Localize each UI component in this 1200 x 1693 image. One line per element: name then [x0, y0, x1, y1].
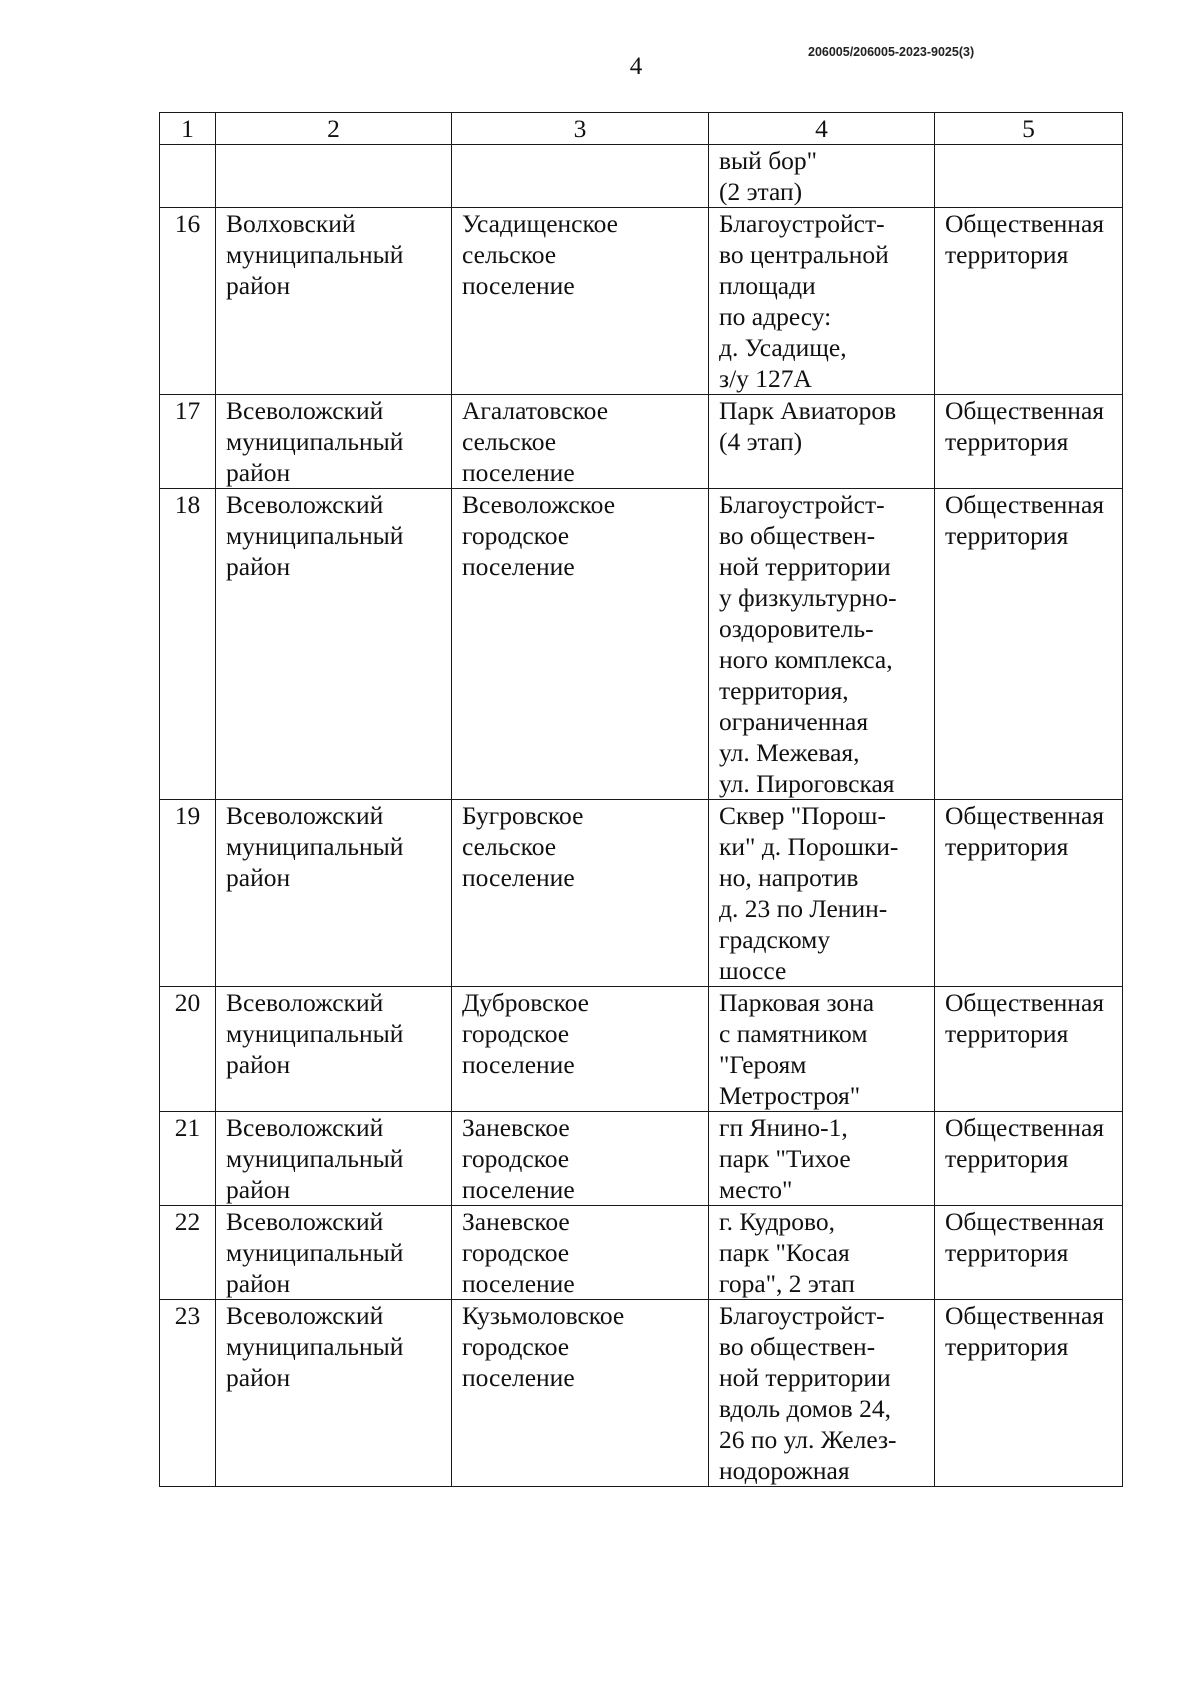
cell-line: у физкультурно- — [719, 583, 897, 612]
cell-line: территория — [945, 1144, 1069, 1173]
cell-line: гора", 2 этап — [719, 1269, 855, 1298]
column-header-2: 2 — [216, 113, 452, 145]
cell-line: территория — [945, 1019, 1069, 1048]
cell-line: Всеволожское — [462, 490, 616, 519]
cell-line: с памятником — [719, 1019, 868, 1048]
district-cell — [216, 489, 452, 800]
row-number-cell: 17 — [160, 395, 216, 489]
cell-line: во центральной — [719, 240, 889, 269]
cell-line: ного комплекса, — [719, 645, 893, 674]
cell-line: территория — [945, 427, 1069, 456]
cell-line: д. Усадище, — [719, 333, 847, 362]
cell-line: парк "Тихое — [719, 1144, 851, 1173]
object-cell — [709, 1300, 935, 1487]
cell-line: поселение — [462, 271, 575, 300]
row-number-cell: 22 — [160, 1206, 216, 1300]
cell-line: "Героям — [719, 1050, 807, 1079]
district-cell — [216, 987, 452, 1112]
cell-line: Общественная — [945, 1113, 1104, 1142]
cell-line: ул. Межевая, — [719, 738, 860, 767]
object-cell — [709, 987, 935, 1112]
cell-line: Метростроя" — [719, 1081, 861, 1110]
cell-line: Агалатовское — [462, 396, 609, 425]
continuation-object-cell — [709, 145, 935, 208]
district-cell — [216, 1300, 452, 1487]
object-cell — [709, 489, 935, 800]
cell-line: поселение — [462, 1363, 575, 1392]
cell-line: район — [226, 1269, 291, 1298]
continuation-settlement-cell — [452, 145, 709, 208]
cell-line: вый бор" — [719, 146, 818, 175]
cell-line: (2 этап) — [719, 177, 803, 206]
document-id: 206005/206005-2023-9025(3) — [808, 45, 975, 59]
district-cell — [216, 800, 452, 987]
cell-line: ограниченная — [719, 707, 869, 736]
cell-line: площади — [719, 271, 816, 300]
object-cell — [709, 1206, 935, 1300]
cell-line: Всеволожский — [226, 1113, 384, 1142]
cell-line: Всеволожский — [226, 396, 384, 425]
cell-line: во обществен- — [719, 1332, 876, 1361]
cell-line: 26 по ул. Желез- — [719, 1425, 897, 1454]
cell-line: поселение — [462, 863, 575, 892]
header-row — [160, 113, 1123, 145]
column-header-5: 5 — [935, 113, 1123, 145]
cell-line: оздоровитель- — [719, 614, 874, 643]
table-body — [160, 145, 1123, 1487]
table-row — [160, 1206, 1123, 1300]
table-row — [160, 395, 1123, 489]
table-row — [160, 800, 1123, 987]
cell-line: место" — [719, 1175, 793, 1204]
cell-line: Парковая зона — [719, 988, 875, 1017]
cell-line: Общественная — [945, 396, 1104, 425]
cell-line: Волховский — [226, 209, 356, 238]
cell-line: Всеволожский — [226, 988, 384, 1017]
table-row — [160, 1300, 1123, 1487]
cell-line: муниципальный — [226, 521, 404, 550]
cell-line: городское — [462, 1144, 570, 1173]
cell-line: Бугровское — [462, 801, 584, 830]
object-cell — [709, 395, 935, 489]
cell-line: Кузьмоловское — [462, 1301, 625, 1330]
cell-line: район — [226, 863, 291, 892]
row-number-cell: 19 — [160, 800, 216, 987]
cell-line: ул. Пироговская — [719, 769, 895, 798]
cell-line: сельское — [462, 240, 557, 269]
settlement-cell — [452, 208, 709, 395]
settlement-cell — [452, 800, 709, 987]
column-header-1: 1 — [160, 113, 216, 145]
object-cell — [709, 208, 935, 395]
cell-line: нодорожная — [719, 1456, 850, 1485]
column-header-4: 4 — [709, 113, 935, 145]
cell-line: район — [226, 1175, 291, 1204]
cell-line: по адресу: — [719, 302, 832, 331]
cell-line: Благоустройст- — [719, 209, 885, 238]
cell-line: ки" д. Порошки- — [719, 832, 899, 861]
cell-line: Общественная — [945, 209, 1104, 238]
cell-line: Всеволожский — [226, 1301, 384, 1330]
cell-line: з/у 127А — [719, 364, 812, 393]
row-number-cell: 16 — [160, 208, 216, 395]
cell-line: территория, — [719, 676, 849, 705]
type-cell — [935, 800, 1123, 987]
cell-line: Общественная — [945, 1301, 1104, 1330]
row-number-cell: 18 — [160, 489, 216, 800]
table-row — [160, 489, 1123, 800]
cell-line: шоссе — [719, 956, 787, 985]
cell-line: муниципальный — [226, 427, 404, 456]
type-cell — [935, 1112, 1123, 1206]
cell-line: д. 23 по Ленин- — [719, 894, 888, 923]
cell-line: территория — [945, 832, 1069, 861]
settlement-cell — [452, 489, 709, 800]
cell-line: градскому — [719, 925, 831, 954]
cell-line: территория — [945, 1332, 1069, 1361]
cell-line: поселение — [462, 1175, 575, 1204]
district-cell — [216, 208, 452, 395]
cell-line: городское — [462, 521, 570, 550]
cell-line: ной территории — [719, 1363, 891, 1392]
cell-line: муниципальный — [226, 1238, 404, 1267]
cell-line: район — [226, 552, 291, 581]
type-cell — [935, 987, 1123, 1112]
cell-line: Заневское — [462, 1207, 570, 1236]
cell-line: (4 этап) — [719, 427, 803, 456]
cell-line: территория — [945, 240, 1069, 269]
type-cell — [935, 489, 1123, 800]
cell-line: территория — [945, 521, 1069, 550]
cell-line: район — [226, 1050, 291, 1079]
cell-line: поселение — [462, 1050, 575, 1079]
continuation-num-cell — [160, 145, 216, 208]
row-number-cell: 21 — [160, 1112, 216, 1206]
object-cell — [709, 1112, 935, 1206]
district-cell — [216, 395, 452, 489]
cell-line: поселение — [462, 458, 575, 487]
cell-line: муниципальный — [226, 1019, 404, 1048]
cell-line: муниципальный — [226, 1144, 404, 1173]
settlement-cell — [452, 395, 709, 489]
cell-line: Парк Авиаторов — [719, 396, 897, 425]
object-cell — [709, 800, 935, 987]
cell-line: Благоустройст- — [719, 1301, 885, 1330]
cell-line: сельское — [462, 427, 557, 456]
cell-line: городское — [462, 1238, 570, 1267]
settlement-cell — [452, 1206, 709, 1300]
continuation-type-cell — [935, 145, 1123, 208]
type-cell — [935, 208, 1123, 395]
cell-line: городское — [462, 1019, 570, 1048]
cell-line: Общественная — [945, 988, 1104, 1017]
settlement-cell — [452, 987, 709, 1112]
cell-line: Общественная — [945, 490, 1104, 519]
table-header — [160, 113, 1123, 145]
district-cell — [216, 1112, 452, 1206]
settlement-cell — [452, 1112, 709, 1206]
cell-line: вдоль домов 24, — [719, 1394, 891, 1423]
settlement-cell — [452, 1300, 709, 1487]
cell-line: Сквер "Порош- — [719, 801, 886, 830]
cell-line: муниципальный — [226, 1332, 404, 1361]
cell-line: Заневское — [462, 1113, 570, 1142]
cell-line: но, напротив — [719, 863, 859, 892]
table-row — [160, 208, 1123, 395]
page-number: 4 — [629, 53, 643, 80]
continuation-row — [160, 145, 1123, 208]
type-cell — [935, 1300, 1123, 1487]
cell-line: район — [226, 458, 291, 487]
cell-line: поселение — [462, 1269, 575, 1298]
row-number-cell: 20 — [160, 987, 216, 1112]
cell-line: Усадищенское — [462, 209, 618, 238]
cell-line: район — [226, 271, 291, 300]
cell-line: г. Кудрово, — [719, 1207, 836, 1236]
cell-line: Всеволожский — [226, 1207, 384, 1236]
cell-line: Всеволожский — [226, 801, 384, 830]
cell-line: муниципальный — [226, 832, 404, 861]
cell-line: сельское — [462, 832, 557, 861]
cell-line: поселение — [462, 552, 575, 581]
cell-line: парк "Косая — [719, 1238, 850, 1267]
district-cell — [216, 1206, 452, 1300]
cell-line: ной территории — [719, 552, 891, 581]
cell-line: во обществен- — [719, 521, 876, 550]
cell-line: муниципальный — [226, 240, 404, 269]
table-row — [160, 987, 1123, 1112]
type-cell — [935, 1206, 1123, 1300]
cell-line: Благоустройст- — [719, 490, 885, 519]
cell-line: район — [226, 1363, 291, 1392]
column-header-3: 3 — [452, 113, 709, 145]
cell-line: Дубровское — [462, 988, 589, 1017]
cell-line: гп Янино-1, — [719, 1113, 848, 1142]
continuation-district-cell — [216, 145, 452, 208]
cell-line: Общественная — [945, 1207, 1104, 1236]
cell-line: территория — [945, 1238, 1069, 1267]
table-row — [160, 1112, 1123, 1206]
row-number-cell: 23 — [160, 1300, 216, 1487]
cell-line: городское — [462, 1332, 570, 1361]
territories-table — [159, 112, 1123, 1487]
cell-line: Общественная — [945, 801, 1104, 830]
cell-line: Всеволожский — [226, 490, 384, 519]
type-cell — [935, 395, 1123, 489]
